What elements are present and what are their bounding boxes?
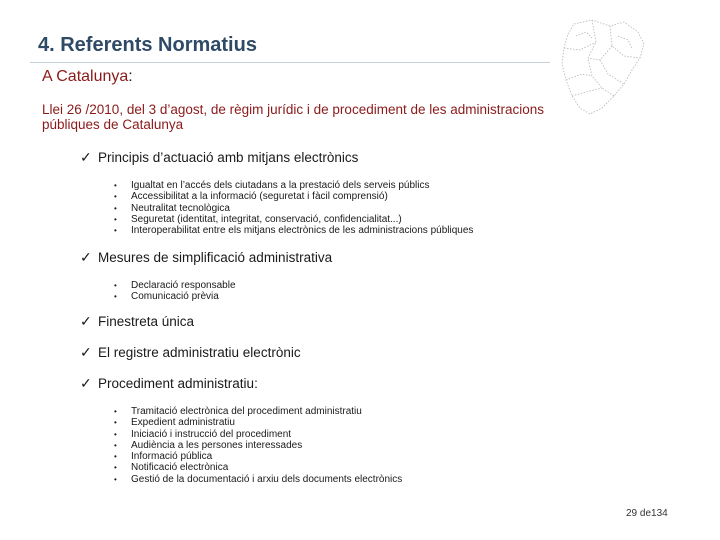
law-reference: Llei 26 /2010, del 3 d’agost, de règim jurídic i de procediment de les administracions públiques de Catalunya — [42, 102, 545, 132]
checkmark-icon: ✓ — [80, 344, 92, 360]
bullet-list-principis — [112, 180, 473, 236]
list-item: • Igualtat en l’accés dels ciutadans a la prestació dels serveis públics — [114, 180, 430, 191]
section-mesures — [80, 249, 332, 266]
list-item: • Informació pública — [114, 451, 213, 463]
bullet-icon: • — [114, 292, 117, 302]
bullet-list-mesures — [112, 280, 236, 303]
bullet-icon: • — [114, 214, 117, 224]
list-item: • Comunicació prèvia — [114, 291, 219, 303]
bullet-icon: • — [114, 181, 117, 190]
section-heading: Finestreta única — [98, 314, 195, 329]
catalonia-map-icon — [552, 14, 656, 118]
list-item: • Interoperabilitat entre els mitjans electrònics de les administracions públiques — [114, 225, 474, 237]
list-item: • Neutralitat tecnològica — [114, 202, 230, 214]
section-registre — [80, 344, 301, 361]
checkmark-icon: ✓ — [80, 149, 92, 165]
bullet-icon: • — [114, 407, 117, 416]
page-number: 29 de134 — [626, 508, 668, 519]
list-item: • Gestió de la documentació i arxiu dels documents electrònics — [114, 473, 403, 485]
title-divider — [30, 62, 550, 63]
section-heading: El registre administratiu electrònic — [98, 345, 301, 360]
checkmark-icon: ✓ — [80, 375, 92, 391]
bullet-icon: • — [114, 429, 117, 439]
checkmark-icon: ✓ — [80, 313, 92, 329]
subtitle-colon: : — [128, 68, 133, 85]
bullet-icon: • — [114, 418, 117, 428]
bullet-icon: • — [114, 226, 117, 236]
list-item: • Expedient administratiu — [114, 417, 235, 429]
section-finestreta — [80, 313, 194, 330]
bullet-icon: • — [114, 203, 117, 213]
list-item: • Tramitació electrònica del procediment administratiu — [114, 406, 362, 417]
section-procediment — [80, 375, 258, 392]
bullet-icon: • — [114, 452, 117, 462]
list-item: • Notificació electrònica — [114, 462, 229, 474]
list-item: • Accessibilitat a la informació (seguretat i fàcil comprensió) — [114, 191, 388, 203]
subtitle-region: A Catalunya — [42, 68, 129, 85]
bullet-icon: • — [114, 440, 117, 450]
bullet-icon: • — [114, 474, 117, 484]
bullet-list-procediment — [112, 406, 402, 485]
list-item: • Audiència a les persones interessades — [114, 439, 303, 451]
checkmark-icon: ✓ — [80, 249, 92, 265]
section-principis — [80, 149, 358, 166]
bullet-icon: • — [114, 463, 117, 473]
bullet-icon: • — [114, 192, 117, 202]
list-item: • Declaració responsable — [114, 280, 236, 291]
section-heading: Principis d’actuació amb mitjans electrònics — [98, 150, 359, 165]
section-heading: Mesures de simplificació administrativa — [98, 250, 333, 265]
list-item: • Iniciació i instrucció del procediment — [114, 428, 292, 440]
section-heading: Procediment administratiu: — [98, 376, 258, 391]
slide-title: 4. Referents Normatius — [38, 34, 257, 56]
subtitle — [42, 68, 133, 86]
list-item: • Seguretat (identitat, integritat, conservació, confidencialitat...) — [114, 213, 402, 225]
bullet-icon: • — [114, 281, 117, 290]
